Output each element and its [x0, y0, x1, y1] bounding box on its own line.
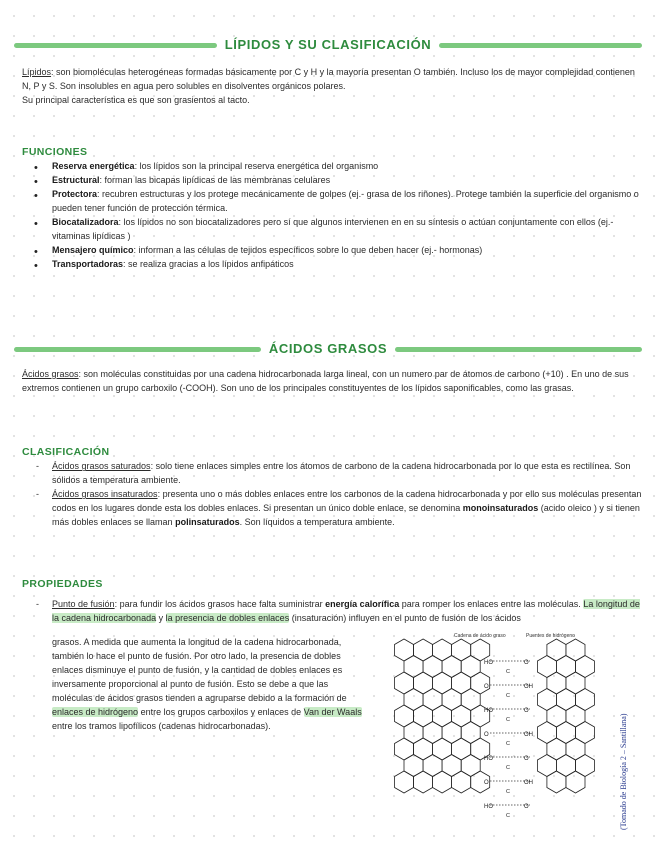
funcion-text: : recubren estructuras y los protege mecánicamente de golpes (ej.- grasa de los riñones). Protege también la superficie del organismo o pueden tener función de protección térmica. — [52, 189, 639, 214]
funcion-text: : forman las bicapas lipídicas de las membranas celulares — [99, 175, 331, 186]
hexagon-cell — [442, 689, 461, 711]
hydrocarbon-chains — [395, 639, 595, 793]
label-cadena: Cadena de ácido graso — [454, 633, 506, 639]
fatty-acid-diagram — [394, 630, 648, 842]
list-item-saturados — [32, 460, 642, 488]
funcion-text: : se realiza gracias a los lípidos anfipáticos — [123, 258, 294, 269]
saturados-text: : solo tiene enlaces simples entre los átomos de carbono de la cadena hidrocarbonada por lo que esta es rectilínea. Son sólidos a temperatura ambiente. — [52, 461, 631, 486]
atom-label: O — [524, 708, 529, 714]
list-item-insaturados — [32, 488, 642, 530]
hydrogen-bonds — [484, 660, 533, 819]
hexagon-cell — [423, 656, 442, 678]
lipidos-definition-text: : son biomoléculas heterogéneas formadas básicamente por C y H y la mayoría presentan O también. Incluso los de mayor complejidad contienen N, P y S. Son insolubles en agua pero solubles en disolventes orgánicos polares. — [22, 67, 635, 91]
hexagon-cell — [471, 639, 490, 661]
funcion-term: Protectora — [52, 189, 98, 200]
atom-label: HO — [484, 756, 493, 762]
carbon-label: C — [506, 669, 510, 675]
hexagon-cell — [566, 672, 585, 694]
propiedades-continuation — [52, 636, 370, 734]
fusion-narrow-1: grasos. A medida que aumenta la longitud de la cadena hidrocarbonada, también lo hace el punto de fusión. Por otro lado, la presencia de dobles enlaces disminuye el punto de fusión, y la cantidad de dobles enlaces es inversamente proporcional al punto de fusión. Esto se debe a que las moléculas de ácidos grasos tienden a agruparse debido a la formación de — [52, 637, 347, 703]
insaturados-text-3: . Son líquidos a temperatura ambiente. — [239, 517, 395, 528]
hexagon-cell — [404, 656, 423, 678]
hexagon-cell — [547, 639, 566, 661]
clasificacion-list — [22, 460, 642, 530]
funciones-section — [22, 144, 642, 272]
punto-fusion-term: Punto de fusión — [52, 599, 115, 609]
polinsaturados-term: polinsaturados — [175, 517, 240, 528]
acidos-term: Ácidos grasos — [22, 369, 79, 379]
hexagon-cell — [452, 738, 471, 760]
funcion-term: Reserva energética — [52, 161, 135, 172]
funciones-heading: FUNCIONES — [22, 146, 88, 158]
funcion-term: Estructural — [52, 175, 100, 186]
saturados-term: Ácidos grasos saturados — [52, 461, 151, 472]
intro-paragraph — [22, 66, 642, 108]
hexagon-cell — [547, 771, 566, 793]
fusion-narrow-2: entre los grupos carboxilos y enlaces de — [138, 706, 304, 717]
hexagon-cell — [461, 656, 480, 678]
hexagon-cell — [566, 771, 585, 793]
hexagon-cell — [566, 639, 585, 661]
atom-label: O — [484, 780, 489, 786]
hexagon-cell — [537, 656, 556, 678]
hexagon-cell — [471, 672, 490, 694]
carbon-label: C — [506, 765, 510, 771]
list-item-punto-fusion — [32, 598, 642, 626]
highlight-van-der-waals: Van der Waals — [303, 706, 362, 717]
hexagon-cell — [395, 639, 414, 661]
funcion-term: Biocatalizadora — [52, 217, 119, 228]
hexagon-cell — [414, 771, 433, 793]
atom-label: O — [484, 684, 489, 690]
fusion-explanation — [52, 636, 370, 734]
monoinsaturados-term: monoinsaturados — [462, 503, 539, 514]
highlight-longitud: La longitud de la cadena hidrocarbonada — [52, 599, 640, 623]
fusion-text-3: y — [156, 612, 166, 623]
hexagon-cell — [433, 672, 452, 694]
banner-line-right — [395, 347, 642, 352]
hexagon-cell — [433, 705, 452, 727]
hexagon-cell — [395, 738, 414, 760]
hexagon-cell — [423, 689, 442, 711]
hexagon-cell — [576, 722, 595, 744]
atom-label: O — [524, 660, 529, 666]
hexagon-cell — [442, 755, 461, 777]
propiedades-list — [22, 598, 642, 626]
funcion-text: : los lípidos no son biocatalizadores pero sí que algunos intervienen en en su síntesis o actúan conjuntamente con ellos (ej.- vitaminas lipídicas ) — [52, 217, 614, 241]
atom-label: OH — [524, 732, 533, 738]
list-item-funcion — [32, 244, 642, 258]
atom-label: O — [524, 804, 529, 810]
figure-credit: (Tomado de Biología 2 – Santillana) — [619, 713, 628, 830]
list-item-funcion — [32, 258, 642, 272]
hexagon-cell — [461, 689, 480, 711]
carbon-label: C — [506, 741, 510, 747]
hexagon-cell — [433, 639, 452, 661]
hexagon-cell — [576, 689, 595, 711]
funcion-term: Transportadoras — [52, 258, 124, 269]
carbon-label: C — [506, 813, 510, 819]
carbon-label: C — [506, 717, 510, 723]
hexagon-cell — [442, 656, 461, 678]
hexagon-cell — [547, 672, 566, 694]
atom-label: OH — [524, 684, 533, 690]
carbon-label: C — [506, 693, 510, 699]
acidos-definition — [22, 368, 642, 396]
atom-label: O — [524, 756, 529, 762]
hexagon-cell — [556, 755, 575, 777]
list-item-funcion — [32, 160, 642, 174]
section-title-lipidos: LÍPIDOS Y SU CLASIFICACIÓN — [224, 36, 432, 52]
hexagon-cell — [452, 672, 471, 694]
hexagon-cell — [452, 639, 471, 661]
funcion-text: : informan a las células de tejidos específicos sobre lo que deben hacer (ej.- hormonas) — [133, 244, 483, 255]
hexagon-cell — [395, 771, 414, 793]
hexagon-cell — [537, 722, 556, 744]
label-puentes: Puentes de hidrógeno — [526, 633, 575, 639]
funcion-text: : los lípidos son la principal reserva energética del organismo — [134, 161, 379, 172]
insaturados-term: Ácidos grasos insaturados — [52, 489, 158, 500]
atom-label: HO — [484, 804, 493, 810]
insaturados-text-2: (acido oleico ) y si tienen más dobles enlaces se llaman — [52, 503, 640, 528]
list-item-funcion — [32, 188, 642, 216]
hexagon-cell — [395, 672, 414, 694]
hexagon-cell — [423, 722, 442, 744]
hexagon-cell — [395, 705, 414, 727]
propiedades-section — [22, 598, 642, 626]
funcion-term: Mensajero químico — [52, 244, 134, 255]
highlight-enlaces-hidrogeno: enlaces de hidrógeno — [52, 706, 139, 717]
hexagon-cell — [452, 705, 471, 727]
hexagon-cell — [566, 738, 585, 760]
fusion-text-4: (insaturación) influyen en el punto de fusión de los ácidos — [289, 612, 521, 623]
hexagon-cell — [433, 738, 452, 760]
hexagon-cell — [404, 689, 423, 711]
highlight-dobles-enlaces: la presencia de dobles enlaces — [165, 612, 290, 623]
lipidos-term: Lípidos — [22, 67, 52, 77]
section-banner-lipidos — [14, 36, 642, 54]
propiedades-heading-block — [22, 576, 642, 592]
hexagon-cell — [404, 722, 423, 744]
hexagon-cell — [414, 738, 433, 760]
hexagon-cell — [461, 722, 480, 744]
banner-line-left — [14, 43, 217, 48]
hexagon-cell — [452, 771, 471, 793]
lipidos-definition — [22, 66, 642, 94]
atom-label: HO — [484, 708, 493, 714]
list-item-funcion — [32, 174, 642, 188]
acidos-intro — [22, 368, 642, 396]
hexagon-cell — [547, 705, 566, 727]
acidos-definition-text: : son moléculas constituidas por una cadena hidrocarbonada larga lineal, con un numero par de átomos de carbono (+10) . En uno de sus extremos contienen un grupo carboxilo (-COOH). Son uno de los principales constituyentes de los lípidos saponificables, como las grasas. — [22, 369, 629, 393]
fusion-narrow-3: entre los tramos lipofílicos (cadenas hidrocarbonadas). — [52, 720, 271, 731]
funciones-list — [22, 160, 642, 272]
hexagon-cell — [414, 705, 433, 727]
hexagon-cell — [576, 656, 595, 678]
propiedades-heading: PROPIEDADES — [22, 578, 103, 590]
atom-label: HO — [484, 660, 493, 666]
insaturados-text-1: : presenta uno o más dobles enlaces entre los carbonos de la cadena hidrocarbonada y por ello sus moléculas presentan codos en los lugares donde esta los dobles enlaces. Si presentan un único doble enlace, se denomina — [52, 489, 642, 514]
hexagon-cell — [566, 705, 585, 727]
hexagon-cell — [556, 689, 575, 711]
hexagon-cell — [576, 755, 595, 777]
hexagon-cell — [442, 722, 461, 744]
clasificacion-heading: CLASIFICACIÓN — [22, 446, 110, 458]
hexagon-cell — [404, 755, 423, 777]
list-item-funcion — [32, 216, 642, 244]
hexagon-cell — [556, 656, 575, 678]
hexagon-cell — [423, 755, 442, 777]
banner-line-right — [439, 43, 642, 48]
atom-label: OH — [524, 780, 533, 786]
atom-label: O — [484, 732, 489, 738]
fatty-acid-hydrogen-bond-figure — [394, 630, 648, 842]
section-banner-acidos — [14, 340, 642, 358]
hexagon-cell — [547, 738, 566, 760]
energia-calorifica-term: energía calorífica — [325, 599, 400, 609]
lipidos-characteristic: Su principal característica es que son grasientos al tacto. — [22, 94, 250, 105]
section-title-acidos: ÁCIDOS GRASOS — [268, 340, 388, 356]
hexagon-cell — [414, 672, 433, 694]
hexagon-cell — [556, 722, 575, 744]
hexagon-cell — [433, 771, 452, 793]
hexagon-cell — [537, 755, 556, 777]
hexagon-cell — [461, 755, 480, 777]
hexagon-cell — [414, 639, 433, 661]
fusion-text-2: para romper los enlaces entre las moléculas. — [399, 599, 584, 609]
carbon-label: C — [506, 789, 510, 795]
fusion-text-1: : para fundir los ácidos grasos hace falta suministrar — [114, 599, 326, 609]
clasificacion-section — [22, 444, 642, 530]
banner-line-left — [14, 347, 261, 352]
hexagon-cell — [537, 689, 556, 711]
